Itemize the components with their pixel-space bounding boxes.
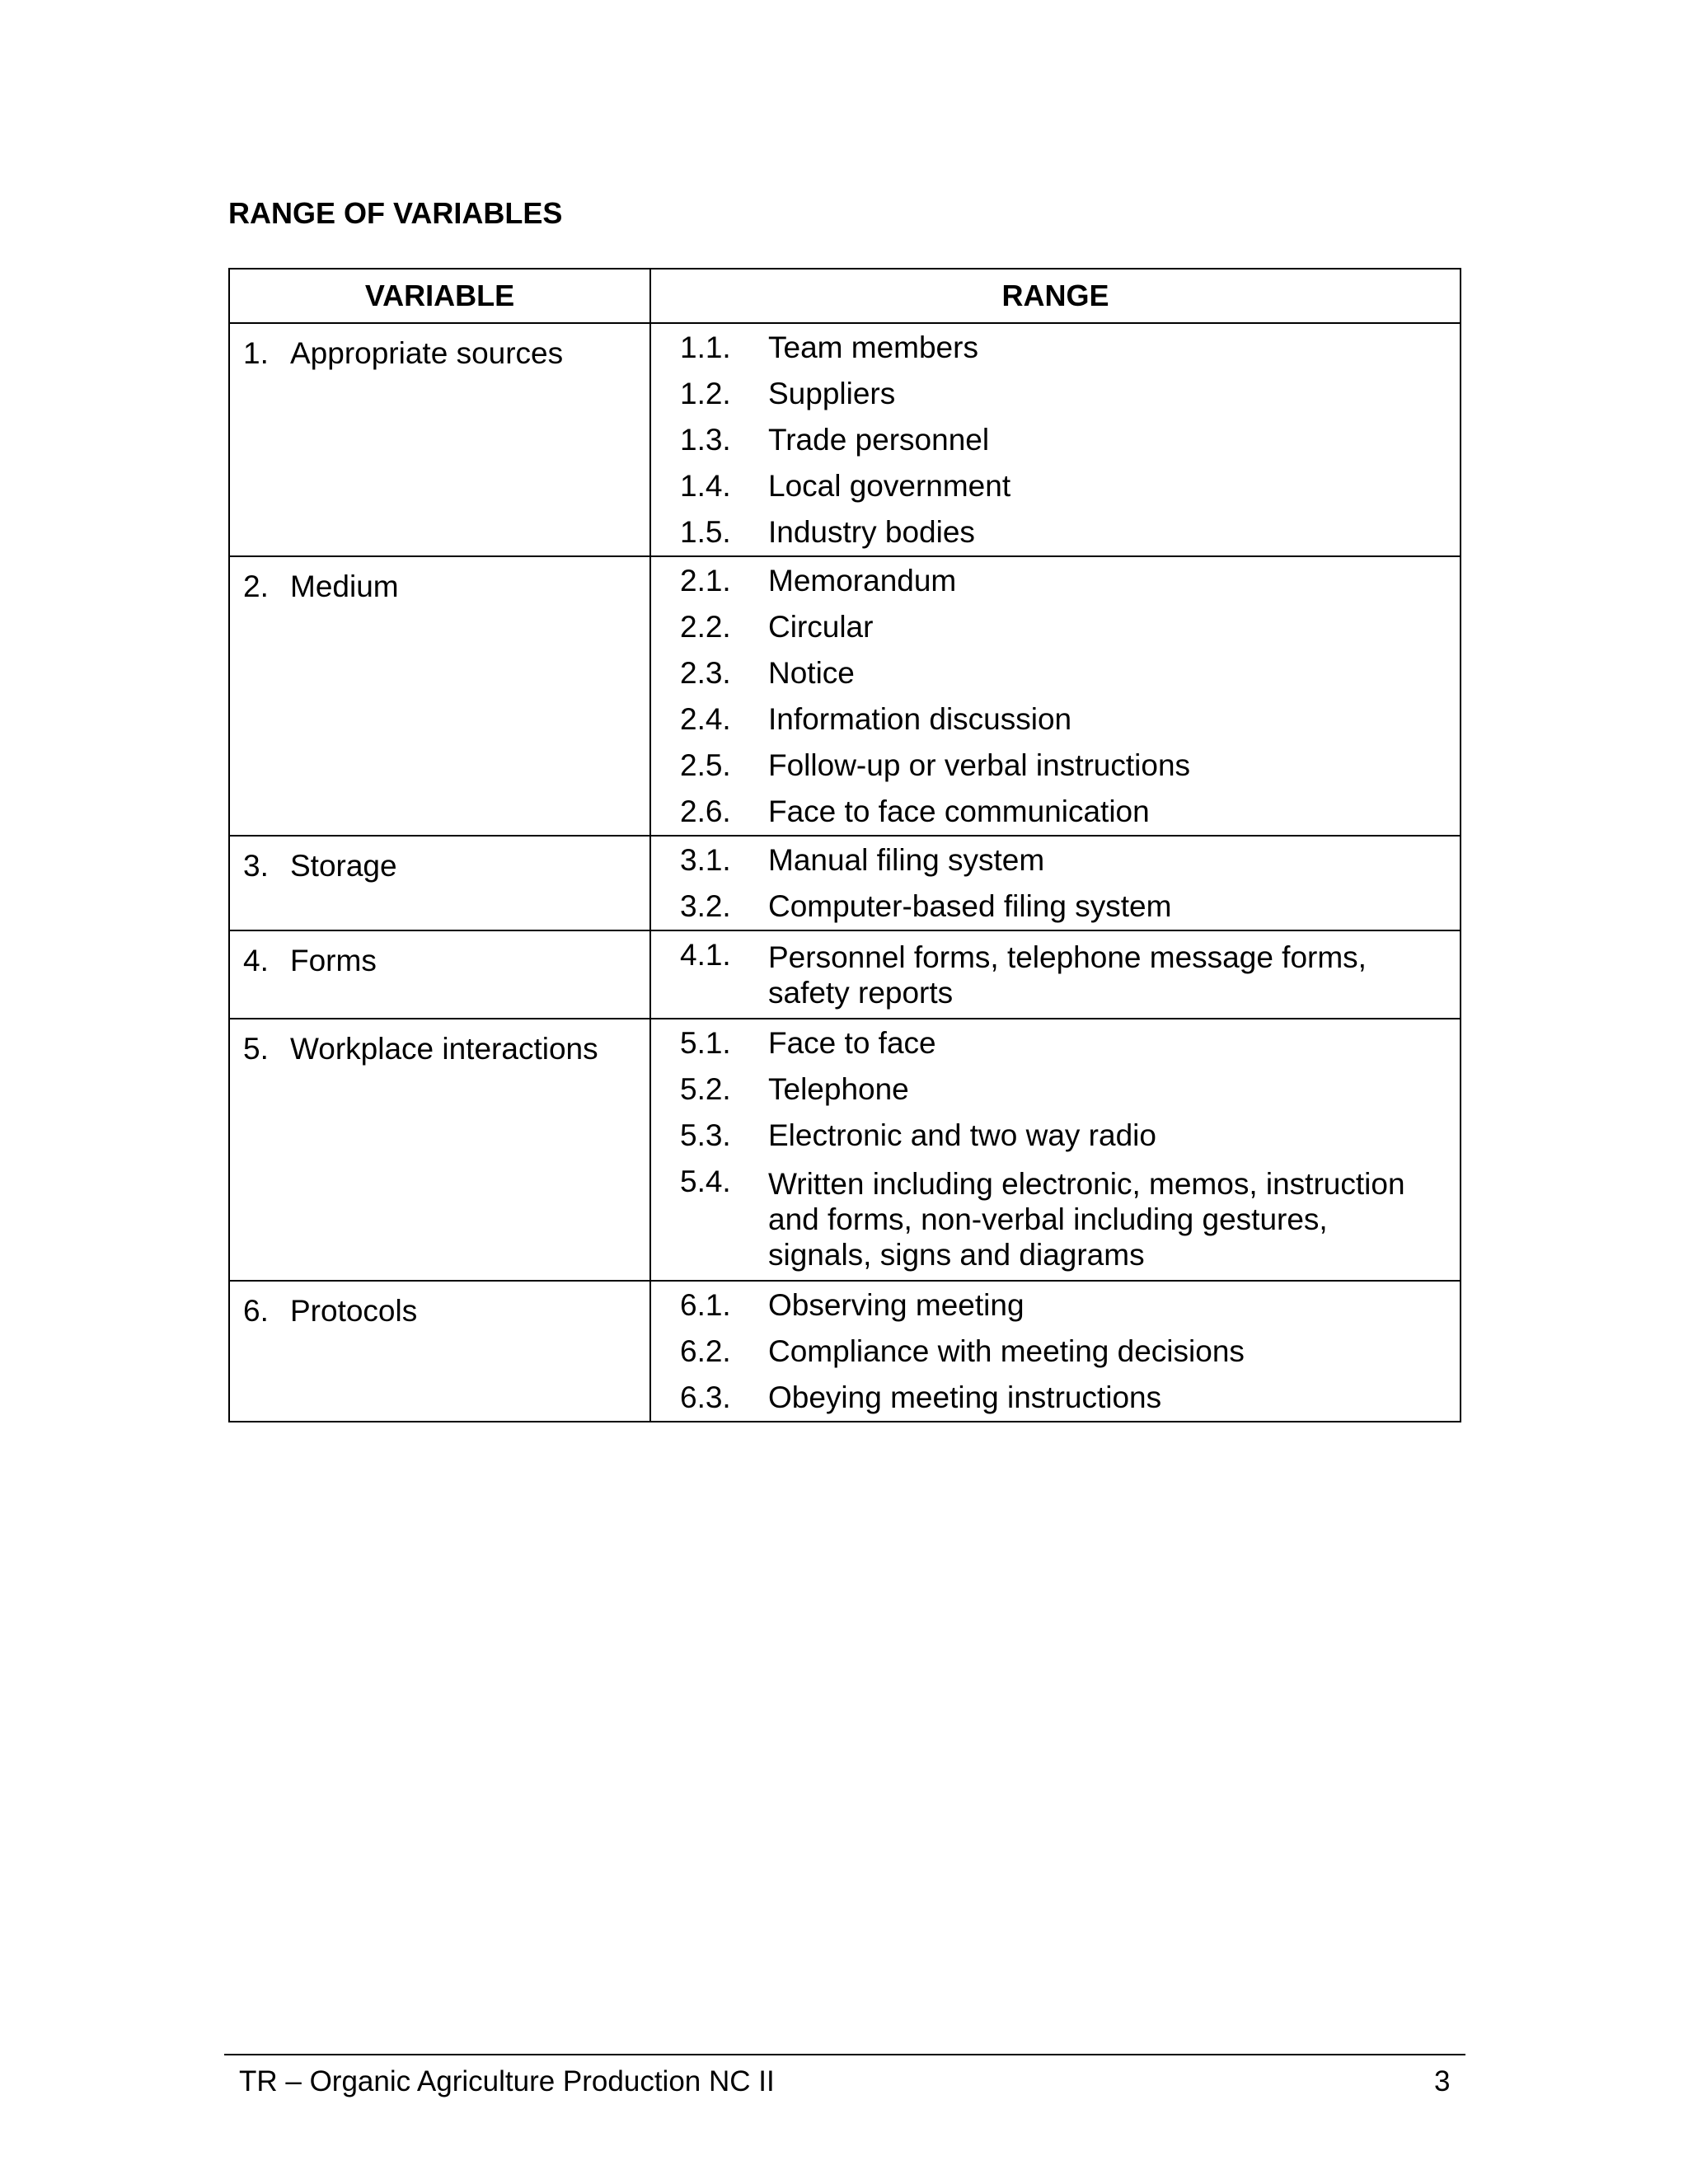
- range-text: Telephone: [768, 1072, 909, 1106]
- range-cell: [650, 323, 1461, 556]
- range-number: 2.2.: [680, 610, 731, 644]
- range-text: Follow-up or verbal instructions: [768, 748, 1191, 782]
- range-item: [651, 463, 1460, 509]
- range-text: Compliance with meeting decisions: [768, 1334, 1245, 1368]
- range-number: 5.2.: [680, 1072, 731, 1106]
- range-text: Personnel forms, telephone message forms, safety reports: [768, 940, 1367, 1010]
- table-row: [229, 1019, 1461, 1281]
- variable-item: [243, 843, 649, 889]
- section-title: RANGE OF VARIABLES: [228, 196, 563, 230]
- range-text: Local government: [768, 469, 1011, 503]
- range-cell: [650, 556, 1461, 836]
- variable-label: Workplace interactions: [290, 1032, 598, 1066]
- range-item: [651, 371, 1460, 417]
- range-text: Suppliers: [768, 377, 896, 410]
- range-number: 6.3.: [680, 1380, 731, 1414]
- range-number: 3.1.: [680, 843, 731, 877]
- variable-number: 5.: [243, 1032, 269, 1066]
- range-item: [651, 1066, 1460, 1113]
- range-item: [651, 837, 1460, 883]
- range-number: 2.4.: [680, 702, 731, 736]
- range-number: 1.3.: [680, 423, 731, 457]
- range-text: Computer-based filing system: [768, 889, 1172, 923]
- range-item: [651, 883, 1460, 930]
- range-number: 6.2.: [680, 1334, 731, 1368]
- range-number: 6.1.: [680, 1288, 731, 1322]
- range-number: 1.2.: [680, 377, 731, 410]
- variable-item: [243, 564, 649, 610]
- range-item: [651, 743, 1460, 789]
- variable-cell: [229, 930, 650, 1019]
- range-number: 5.1.: [680, 1026, 731, 1060]
- variable-number: 2.: [243, 569, 269, 603]
- table-row: [229, 836, 1461, 930]
- range-number: 1.4.: [680, 469, 731, 503]
- range-item: [651, 1329, 1460, 1375]
- table-row: [229, 556, 1461, 836]
- range-item: [651, 417, 1460, 463]
- range-cell: [650, 836, 1461, 930]
- range-of-variables-table: [228, 268, 1461, 1422]
- variable-label: Protocols: [290, 1294, 418, 1328]
- page-number: 3: [1434, 2065, 1451, 2097]
- range-text: Notice: [768, 656, 855, 690]
- range-item: [651, 932, 1460, 1018]
- range-number: 4.1.: [680, 938, 731, 972]
- variable-cell: [229, 323, 650, 556]
- range-item: [651, 1375, 1460, 1421]
- variable-number: 1.: [243, 336, 269, 370]
- range-item: [651, 789, 1460, 835]
- range-cell: [650, 930, 1461, 1019]
- range-text: Circular: [768, 610, 874, 644]
- range-number: 2.1.: [680, 564, 731, 598]
- range-text: Face to face: [768, 1026, 936, 1060]
- table-row: [229, 323, 1461, 556]
- range-text: Industry bodies: [768, 515, 975, 549]
- variable-cell: [229, 1019, 650, 1281]
- range-item: [651, 1113, 1460, 1159]
- variable-number: 3.: [243, 849, 269, 883]
- range-text: Electronic and two way radio: [768, 1118, 1156, 1152]
- range-text: Information discussion: [768, 702, 1072, 736]
- variable-label: Storage: [290, 849, 397, 883]
- range-text: Trade personnel: [768, 423, 990, 457]
- variable-item: [243, 330, 649, 377]
- range-item: [651, 325, 1460, 371]
- variable-label: Forms: [290, 944, 377, 977]
- range-cell: [650, 1019, 1461, 1281]
- variable-number: 6.: [243, 1294, 269, 1328]
- range-item: [651, 604, 1460, 650]
- range-text: Observing meeting: [768, 1288, 1025, 1322]
- range-item: [651, 1020, 1460, 1066]
- footer-divider: [224, 2054, 1465, 2055]
- range-item: [651, 1282, 1460, 1329]
- range-text: Written including electronic, memos, instruction and forms, non-verbal including gestures, signals, signs and diagrams: [768, 1167, 1405, 1272]
- range-text: Face to face communication: [768, 794, 1150, 828]
- header-range: RANGE: [650, 269, 1461, 323]
- range-cell: [650, 1281, 1461, 1422]
- range-item: [651, 558, 1460, 604]
- variable-item: [243, 1288, 649, 1334]
- range-number: 1.1.: [680, 330, 731, 364]
- range-number: 2.5.: [680, 748, 731, 782]
- range-number: 5.3.: [680, 1118, 731, 1152]
- range-text: Team members: [768, 330, 978, 364]
- variable-number: 4.: [243, 944, 269, 977]
- header-variable: VARIABLE: [229, 269, 650, 323]
- range-number: 2.6.: [680, 794, 731, 828]
- range-number: 5.4.: [680, 1165, 731, 1198]
- range-text: Memorandum: [768, 564, 957, 598]
- range-number: 3.2.: [680, 889, 731, 923]
- variable-label: Medium: [290, 569, 399, 603]
- variable-item: [243, 938, 649, 984]
- variable-cell: [229, 556, 650, 836]
- range-number: 1.5.: [680, 515, 731, 549]
- range-item: [651, 696, 1460, 743]
- range-text: Obeying meeting instructions: [768, 1380, 1162, 1414]
- variable-item: [243, 1026, 649, 1072]
- range-item: [651, 1159, 1460, 1280]
- variable-cell: [229, 836, 650, 930]
- table-header-row: [229, 269, 1461, 323]
- variable-label: Appropriate sources: [290, 336, 564, 370]
- range-text: Manual filing system: [768, 843, 1045, 877]
- range-number: 2.3.: [680, 656, 731, 690]
- variable-cell: [229, 1281, 650, 1422]
- range-item: [651, 650, 1460, 696]
- range-item: [651, 509, 1460, 555]
- footer-title: TR – Organic Agriculture Production NC II: [239, 2065, 775, 2097]
- table-body: [229, 323, 1461, 1422]
- table-row: [229, 1281, 1461, 1422]
- table-row: [229, 930, 1461, 1019]
